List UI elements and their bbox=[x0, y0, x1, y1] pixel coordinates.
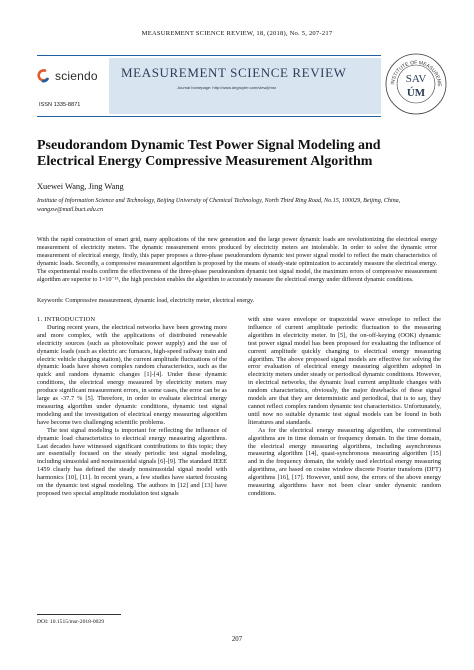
body-column-right bbox=[248, 316, 441, 498]
body-paragraph: with sine wave envelope or trapezoidal wave envelope to reflect the influence of current amplitude periodic fluctuation to the measuring algorithm in electricity meter. In [5], the on-off-keying (OOK) dynamic test power signal model has been proposed for evaluating the influence of current amplitude quickly changing to electrical energy measuring algorithm. The above proposed signal models are effective for solving the error evaluation of electrical energy measuring algorithm adopted in electricity meters under steady or periodical dynamic conditions. However, in electrical networks, the dynamic load current amplitude changes with random characteristics, obviously, the major drawbacks of these signal models are that they are deterministic and periodical, that is to say, they cannot reflect complex random dynamic test characteristics. Unfortunately, until now no suitable dynamic test signal models can be found in both literatures and standards. bbox=[248, 316, 441, 426]
journal-homepage: Journal homepage: http://www.degruyter.com/view/j/msr bbox=[177, 85, 277, 90]
seal-ring-text: INSTITUTE OF MEASUREME bbox=[390, 59, 443, 87]
doi-link[interactable]: DOI: 10.1515/msr-2018-0029 bbox=[37, 619, 105, 625]
affiliation: Institute of Information Science and Technology, Beijing University of Chemical Technology, North Third Ring Road, No.15, 100029, Beijing, China, wangxw@mail.buct.edu.cn bbox=[37, 198, 401, 213]
footnote-rule bbox=[37, 614, 121, 615]
issn: ISSN 1335-8871 bbox=[39, 102, 81, 108]
publisher-name: sciendo bbox=[55, 69, 98, 83]
page-number: 207 bbox=[231, 636, 243, 643]
seal-initials: SAV bbox=[405, 73, 427, 85]
abstract: With the rapid construction of smart grid, many applications of the new generation and the large power dynamic loads are revolutionizing the electrical energy measurement of electricity meters. The dynamic measurement errors produced by electricity meters are intolerable. In order to solve the dynamic error measurement of electrical energy, firstly, this paper proposes a three-phase pseudorandom dynamic test power signal model to reflect the main characteristics of dynamic loads. Secondly, a compressive measurement algorithm is proposed by the means of steady-state optimization to accurately measure the electrical energy. The experimental results confirm the effectiveness of the three-phase pseudorandom dynamic test signal model, the maximum errors of compressive measurement algorithm are superior to 1×10⁻¹⁵, the high precision enables the algorithm to accurately measure the electrical energy under different dynamic conditions. bbox=[37, 237, 437, 283]
keywords: Keywords: Compressive measurement, dynamic load, electricity meter, electrical energy. bbox=[37, 298, 255, 304]
journal-reference: MEASUREMENT SCIENCE REVIEW, 18, (2018), No. 5, 207-217 bbox=[141, 30, 333, 37]
sciendo-logo-icon bbox=[37, 69, 51, 83]
journal-title: MEASUREMENT SCIENCE REVIEW bbox=[121, 65, 347, 80]
seal-monogram: ÚM bbox=[406, 87, 426, 99]
institute-seal-icon bbox=[384, 52, 448, 116]
section-heading: 1. INTRODUCTION bbox=[37, 316, 96, 323]
body-paragraph: As for the electrical energy measuring algorithm, the conventional algorithms are in time domain or frequency domain. In the time domain, the electrical energy measuring algorithms, including asynchronous measuring algorithm [14], quasi-synchronous measuring algorithm [15] and in the frequency domain, the widely used electrical energy measuring algorithms, are based on cosine window discrete Fourier transform (DFT) algorithms [16], [17]. However, until now, the errors of the above energy measuring algorithms have not been clear under dynamic random conditions. bbox=[248, 426, 441, 497]
body-paragraph: The test signal modeling is important for reflecting the influence of dynamic load characteristics to electrical energy measuring algorithms. Last decades have witnessed significant contributions to this topic; they are essentially focused on the steady periodic test signal modeling, including sinusoidal and nonsinusoidal signals [6]-[9]. The standard IEEE 1459 clearly has defined the steady nonsinusoidal signal model with harmonics [10], [11]. In recent years, a few studies have started focusing on the dynamic test signal modeling. The authors in [12] and [13] have proposed two special amplitude modulation test signals bbox=[37, 426, 227, 497]
authors: Xuewei Wang, Jing Wang bbox=[37, 182, 124, 191]
journal-banner bbox=[37, 55, 381, 117]
article-title: Pseudorandom Dynamic Test Power Signal Modeling and Electrical Energy Compressive Measurement Algorithm bbox=[37, 138, 381, 169]
publisher-logo bbox=[37, 69, 98, 83]
body-paragraph: During recent years, the electrical networks have been growing more and more complex, with the applications of distributed renewable electricity sources (such as photovoltaic power supply) and the use of dynamic loads (such as electric arc furnaces, high-speed railway train and electric vehicle charging station), the current amplitude fluctuations of the dynamic loads have shown complex random characteristics, such as the quick and random dynamic changes [1]-[4]. Under these dynamic conditions, the electrical energy measured by electricity meters may produce significant measurement errors, in some cases, the error can be as large as -37.7 % [5]. Therefore, in order to evaluate electrical energy measuring algorithm under dynamic conditions, dynamic test signal modeling and the investigation of electrical energy measuring algorithm have become two challenging scientific problems. bbox=[37, 323, 227, 426]
body-column-left bbox=[37, 316, 227, 498]
